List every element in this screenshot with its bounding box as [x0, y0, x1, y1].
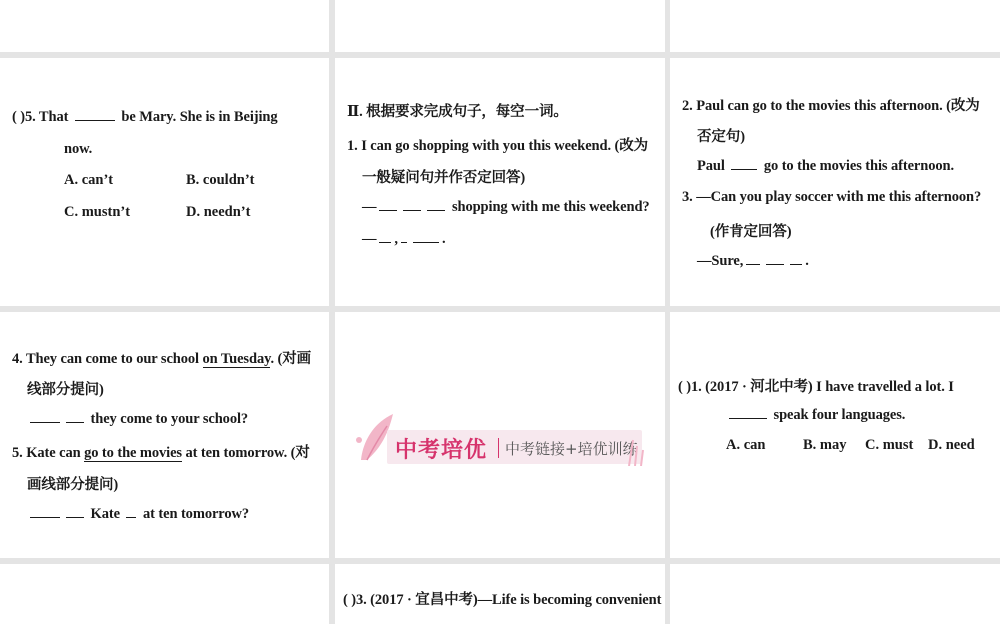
panel-top-right: [670, 0, 1000, 52]
question-2-answer: Paul go to the movies this afternoon.: [697, 158, 954, 174]
question-1: 1. I can go shopping with you this weekend. (改为: [347, 138, 649, 154]
panel-bottom-left: [0, 564, 329, 624]
question-4-instruction: 线部分提问): [27, 382, 104, 398]
panel-banner: [335, 312, 665, 558]
panel-q4-q5: [0, 312, 329, 558]
question-5-instruction: 画线部分提问): [27, 477, 119, 493]
panel-zhongkao-q1: [670, 312, 1000, 558]
question-1-answer-line-2: — , .: [362, 231, 446, 247]
answer-blank[interactable]: [379, 198, 397, 211]
answer-blank[interactable]: [30, 410, 60, 423]
question-5-answer: Kate at ten tomorrow?: [27, 505, 249, 523]
banner-title: 中考培优: [395, 438, 488, 463]
question-4-answer: they come to your school?: [27, 410, 248, 428]
banner-subtitle: 中考链接+培优训练: [505, 440, 638, 458]
panel-top-middle: [335, 0, 665, 52]
option-b: B. may: [803, 437, 847, 453]
question-2-instruction: 否定句): [697, 129, 745, 145]
answer-blank[interactable]: [66, 410, 84, 423]
grass-icon: [625, 436, 647, 466]
answer-blank[interactable]: [729, 406, 767, 419]
option-c: C. must: [865, 437, 914, 453]
option-b: B. couldn’t: [186, 172, 255, 188]
answer-blank[interactable]: [731, 157, 757, 170]
section-title: Ⅱ. 根据要求完成句子，每空一词。: [347, 104, 568, 120]
question-1-instruction: 一般疑问句并作否定回答): [362, 170, 526, 186]
underlined-phrase: on Tuesday: [202, 351, 271, 367]
answer-blank[interactable]: [403, 198, 421, 211]
question-1-answer-line-1: — shopping with me this weekend?: [362, 199, 650, 215]
question-1-continued: speak four languages.: [726, 406, 905, 424]
answer-blank[interactable]: [790, 252, 802, 265]
question-3-answer: —Sure, .: [697, 253, 809, 269]
question-5: ( )5. That be Mary. She is in Beijing: [12, 109, 278, 125]
answer-blank[interactable]: [766, 252, 784, 265]
banner-divider: [498, 438, 499, 458]
option-a: A. can: [726, 437, 766, 453]
answer-blank[interactable]: [66, 505, 84, 518]
question-5: 5. Kate can go to the movies at ten tomorrow. (对: [12, 445, 310, 461]
panel-bottom-right: [670, 564, 1000, 624]
question-5-continued: now.: [64, 141, 93, 157]
panel-bottom-middle: [335, 564, 665, 624]
answer-blank[interactable]: [746, 252, 760, 265]
answer-blank[interactable]: [75, 108, 115, 121]
option-d: D. needn’t: [186, 204, 251, 220]
section-banner: [353, 424, 653, 470]
question-3: 3. —Can you play soccer with me this afternoon?: [682, 189, 982, 205]
question-2: 2. Paul can go to the movies this afternoon. (改为: [682, 98, 980, 114]
panel-q5-multiple-choice: [0, 58, 329, 306]
question-3-instruction: (作肯定回答): [710, 224, 792, 240]
answer-blank[interactable]: [413, 230, 439, 243]
answer-blank[interactable]: [30, 505, 60, 518]
answer-blank[interactable]: [126, 505, 136, 518]
answer-blank[interactable]: [379, 230, 391, 243]
underlined-phrase: go to the movies: [84, 445, 182, 461]
question-1: ( )1. (2017 · 河北中考) I have travelled a lot. I: [678, 379, 954, 395]
panel-top-left: [0, 0, 329, 52]
question-4: 4. They can come to our school on Tuesday. (对画: [12, 351, 312, 367]
question-3: ( )3. (2017 · 宜昌中考)—Life is becoming convenient: [343, 592, 662, 608]
answer-blank[interactable]: [401, 230, 407, 243]
answer-blank[interactable]: [427, 198, 445, 211]
panel-q2-q3: [670, 58, 1000, 306]
option-c: C. mustn’t: [64, 204, 131, 220]
panel-section-2: [335, 58, 665, 306]
option-a: A. can’t: [64, 172, 114, 188]
option-d: D. need: [928, 437, 975, 453]
